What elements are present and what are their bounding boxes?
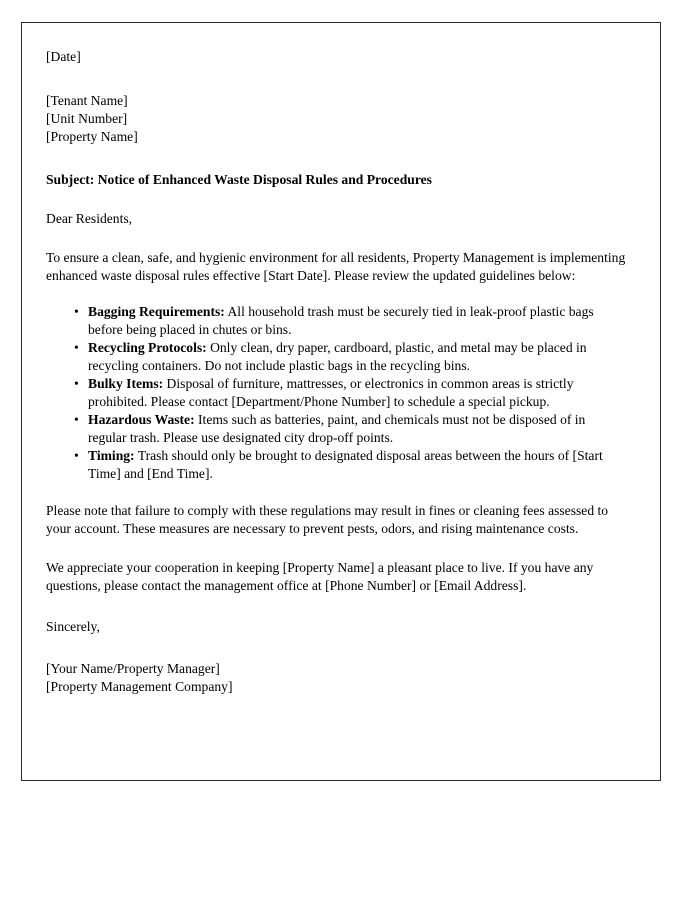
waste-rules-list <box>46 303 626 483</box>
subject-line: Subject: Notice of Enhanced Waste Disposal Rules and Procedures <box>46 172 432 187</box>
rule-term: Bulky Items: <box>88 376 164 391</box>
signature-name: [Your Name/Property Manager] <box>46 661 220 676</box>
appreciation-paragraph: We appreciate your cooperation in keeping [Property Name] a pleasant place to live. If you have any questions, please contact the management office at [Phone Number] or [Email Address]. <box>46 560 594 593</box>
letter-content <box>46 48 626 696</box>
recipient-property-name: [Property Name] <box>46 129 138 144</box>
list-item <box>88 411 626 447</box>
closing-line: Sincerely, <box>46 619 100 634</box>
signature-company: [Property Management Company] <box>46 679 233 694</box>
rule-detail: Items such as batteries, paint, and chemicals must not be disposed of in regular trash. Please use designated city drop-off points. <box>88 412 586 445</box>
rule-term: Timing: <box>88 448 135 463</box>
rule-detail: Trash should only be brought to designated disposal areas between the hours of [Start Time] and [End Time]. <box>88 448 603 481</box>
intro-paragraph: To ensure a clean, safe, and hygienic environment for all residents, Property Management is implementing enhanced waste disposal rules effective [Start Date]. Please review the updated guidelines below: <box>46 250 626 283</box>
rule-detail: Disposal of furniture, mattresses, or electronics in common areas is strictly prohibited. Please contact [Department/Phone Number] to schedule a special pickup. <box>88 376 574 409</box>
list-item <box>88 339 626 375</box>
rule-detail: Only clean, dry paper, cardboard, plastic, and metal may be placed in recycling containers. Do not include plastic bags in the recycling bins. <box>88 340 587 373</box>
recipient-unit-number: [Unit Number] <box>46 111 128 126</box>
compliance-notice-paragraph: Please note that failure to comply with these regulations may result in fines or cleaning fees assessed to your account. These measures are necessary to prevent pests, odors, and rising maintenance costs. <box>46 503 609 536</box>
rule-term: Recycling Protocols: <box>88 340 207 355</box>
rule-term: Bagging Requirements: <box>88 304 225 319</box>
salutation: Dear Residents, <box>46 211 133 226</box>
list-item <box>88 375 626 411</box>
recipient-address-block <box>46 92 626 146</box>
list-item <box>88 303 626 339</box>
recipient-tenant-name: [Tenant Name] <box>46 93 128 108</box>
letter-page <box>21 22 661 781</box>
rule-term: Hazardous Waste: <box>88 412 195 427</box>
rule-detail: All household trash must be securely tied in leak-proof plastic bags before being placed in chutes or bins. <box>88 304 594 337</box>
date-field: [Date] <box>46 49 81 64</box>
list-item <box>88 447 626 483</box>
signature-block <box>46 660 626 696</box>
